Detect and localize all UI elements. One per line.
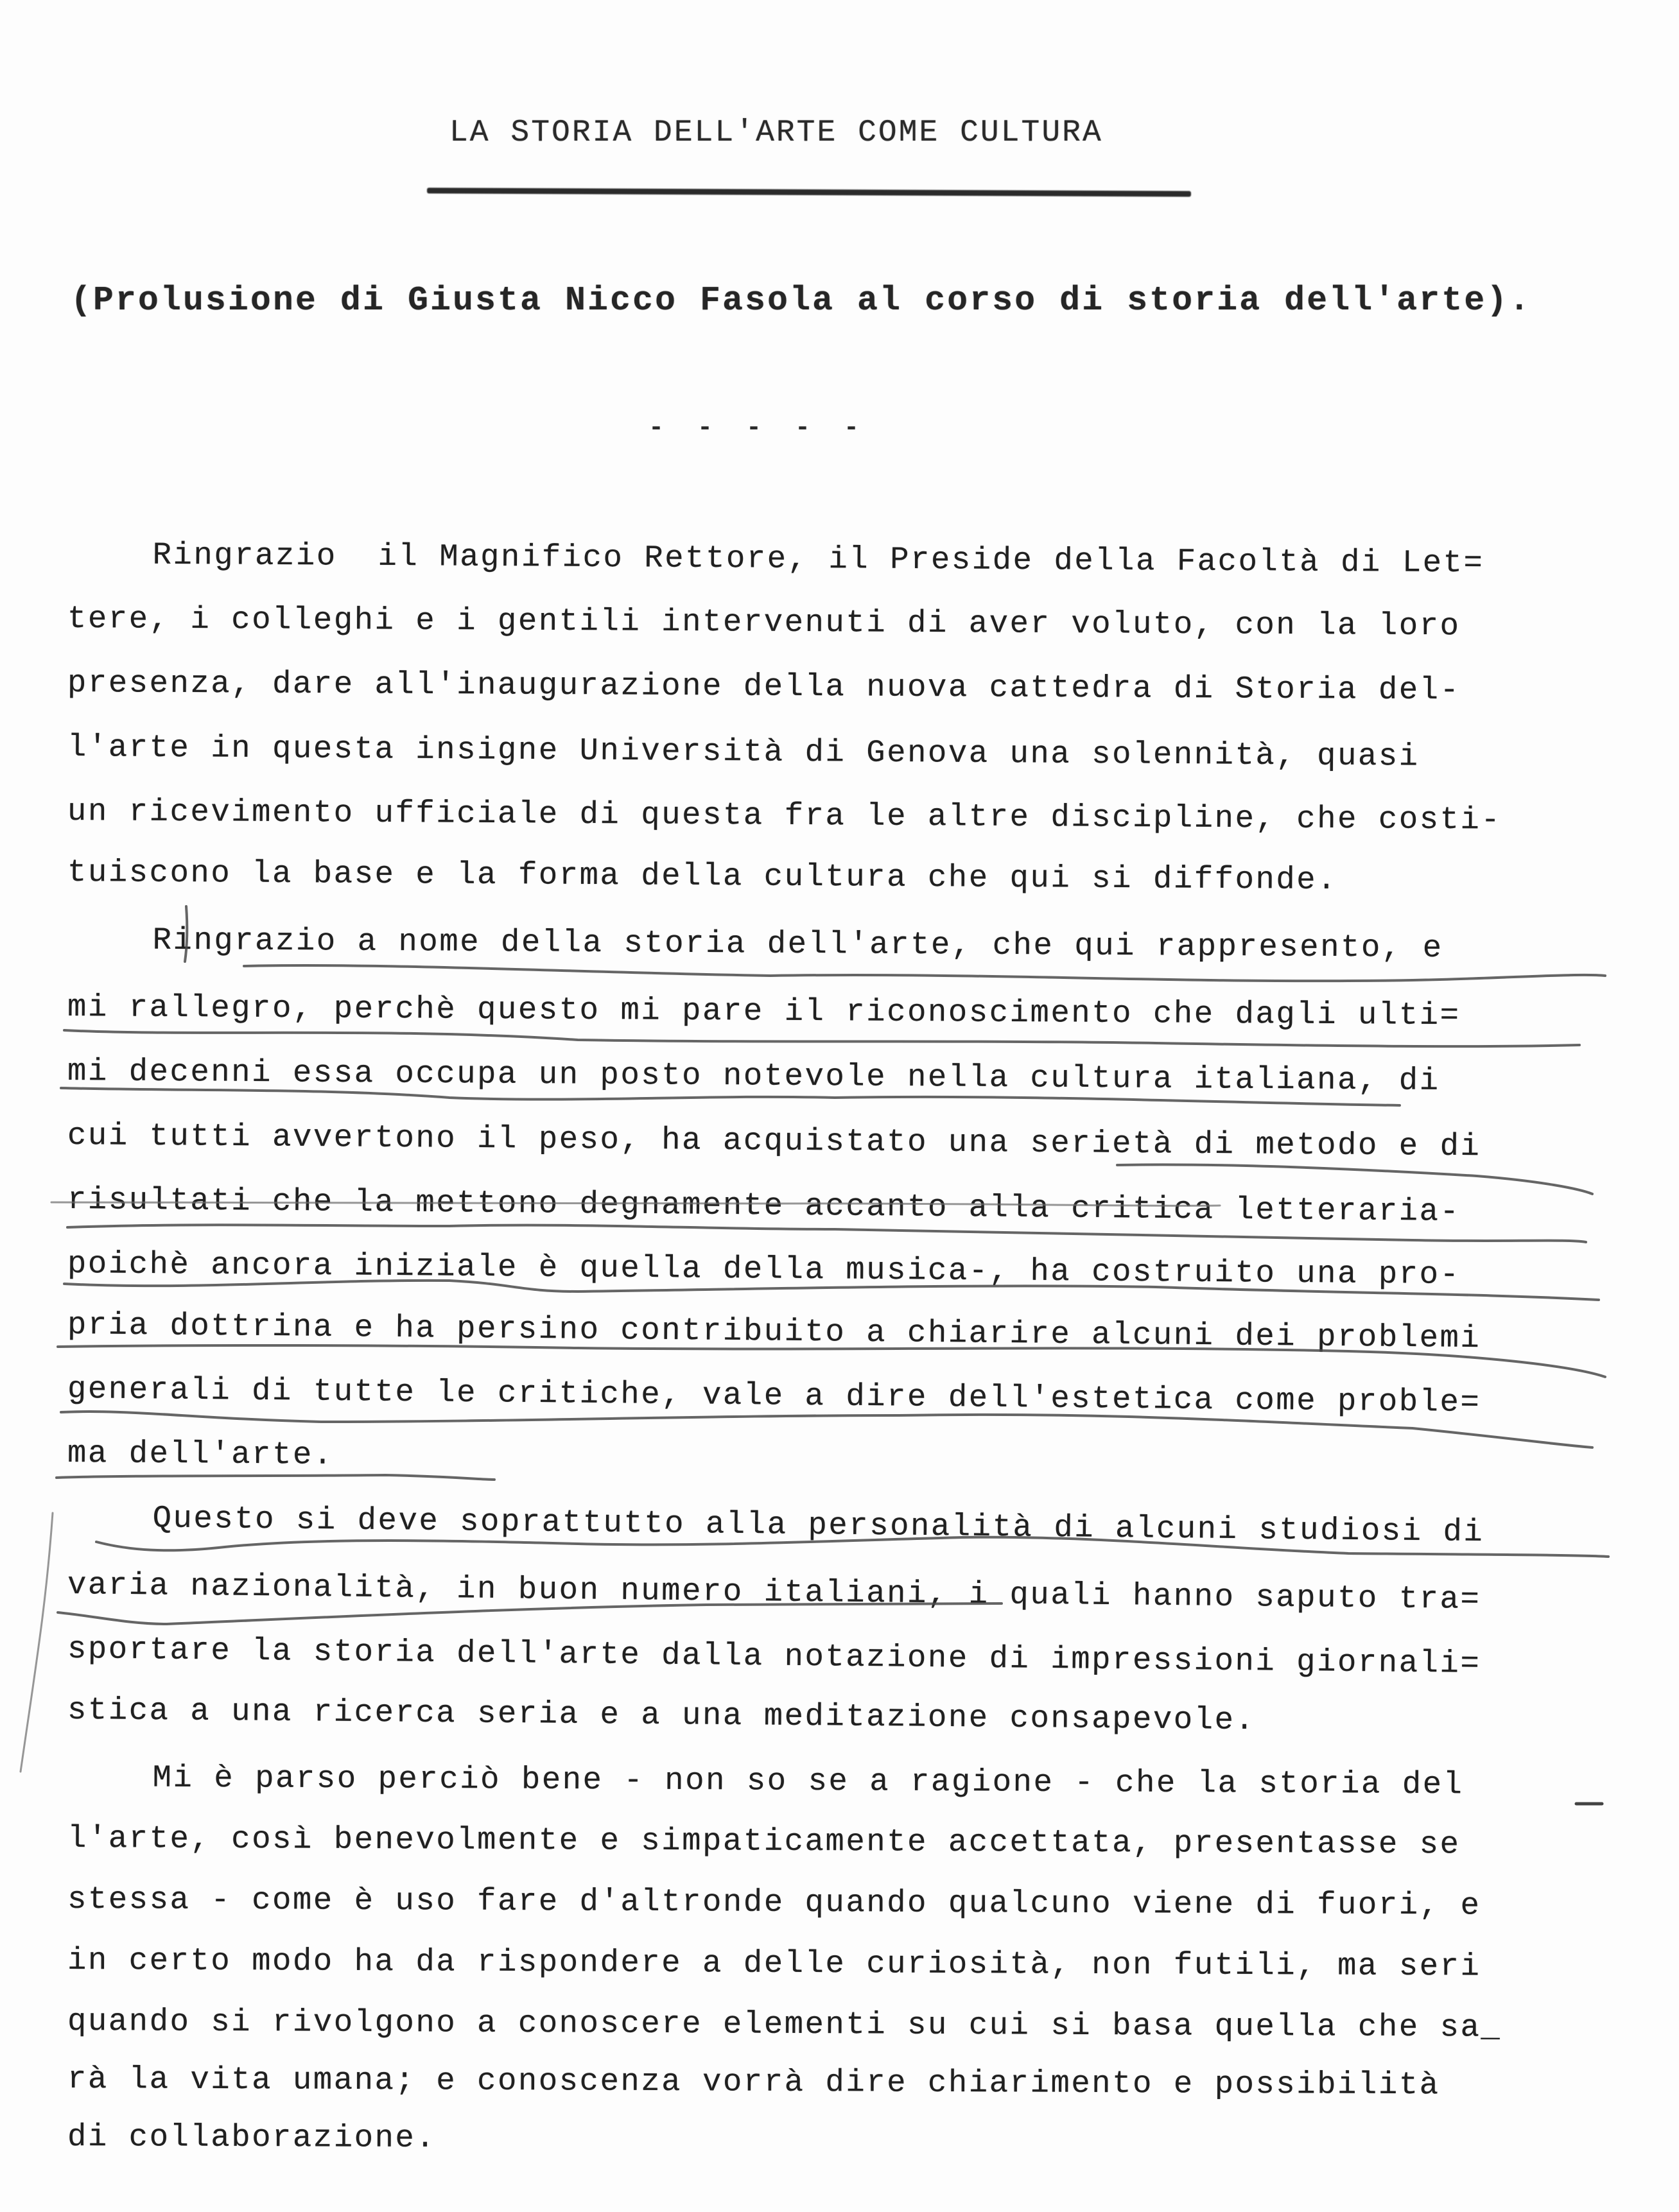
body-line: un ricevimento ufficiale di questa fra le altre discipline, che costi- (67, 793, 1502, 838)
body-line: tere, i colleghi e i gentili intervenuti di aver voluto, con la loro (67, 601, 1461, 644)
section-separator: - - - - - (648, 414, 869, 443)
body-line: l'arte, così benevolmente e simpaticamente accettata, presentasse se (67, 1820, 1461, 1863)
body-line: poichè ancora iniziale è quella della musica-, ha costruito una pro- (67, 1246, 1461, 1293)
body-line: Mi è parso perciò bene - non so se a ragione - che la storia del (70, 1759, 1464, 1803)
body-line: risultati che la mettono degnamente accanto alla critica letteraria- (67, 1182, 1461, 1230)
body-line: cui tutti avvertono il peso, ha acquistato una serietà di metodo e di (67, 1118, 1481, 1165)
body-line: generali di tutte le critiche, vale a dire dell'estetica come proble= (67, 1371, 1481, 1421)
pencil-underline (244, 965, 1605, 981)
body-line: Questo si deve soprattutto alla personalità di alcuni studiosi di (70, 1499, 1484, 1551)
body-line: rà la vita umana; e conoscenza vorrà dire chiarimento e possibilità (67, 2061, 1440, 2104)
body-line: quando si rivolgono a conoscere elementi su cui si basa quella che sa_ (67, 2003, 1502, 2046)
document-subtitle: (Prolusione di Giusta Nicco Fasola al corso di storia dell'arte). (71, 281, 1532, 320)
body-line: mi rallegro, perchè questo mi pare il riconoscimento che dagli ulti= (67, 989, 1461, 1034)
body-line: Ringrazio il Magnifico Rettore, il Preside della Facoltà di Let= (70, 537, 1484, 582)
pencil-margin-line (21, 1513, 53, 1772)
body-line: varia nazionalità, in buon numero italiani, i quali hanno saputo tra= (67, 1567, 1481, 1618)
document-title: LA STORIA DELL'ARTE COME CULTURA (449, 116, 1103, 150)
body-line: di collaborazione. (67, 2119, 437, 2157)
body-line: ma dell'arte. (67, 1435, 334, 1473)
body-line: mi decenni essa occupa un posto notevole nella cultura italiana, di (67, 1053, 1440, 1099)
body-line: l'arte in questa insigne Università di Genova una solennità, quasi (67, 729, 1420, 775)
pencil-underline (57, 1475, 494, 1480)
body-line: pria dottrina e ha persino contribuito a chiarire alcuni dei problemi (67, 1307, 1481, 1357)
body-line: sportare la storia dell'arte dalla notazione di impressioni giornali= (67, 1631, 1481, 1682)
body-line: Ringrazio a nome della storia dell'arte, che qui rappresento, e (70, 922, 1443, 967)
body-line: stessa - come è uso fare d'altronde quando qualcuno viene di fuori, e (67, 1881, 1481, 1924)
body-line: stica a una ricerca seria e a una meditazione consapevole. (67, 1692, 1256, 1739)
pencil-underline (1117, 1164, 1592, 1194)
body-line: presenza, dare all'inaugurazione della nuova cattedra di Storia del- (67, 665, 1461, 709)
title-underline (427, 187, 1191, 196)
body-line: tuiscono la base e la forma della cultura che qui si diffonde. (67, 854, 1338, 899)
body-line: in certo modo ha da rispondere a delle curiosità, non futili, ma seri (67, 1942, 1481, 1985)
